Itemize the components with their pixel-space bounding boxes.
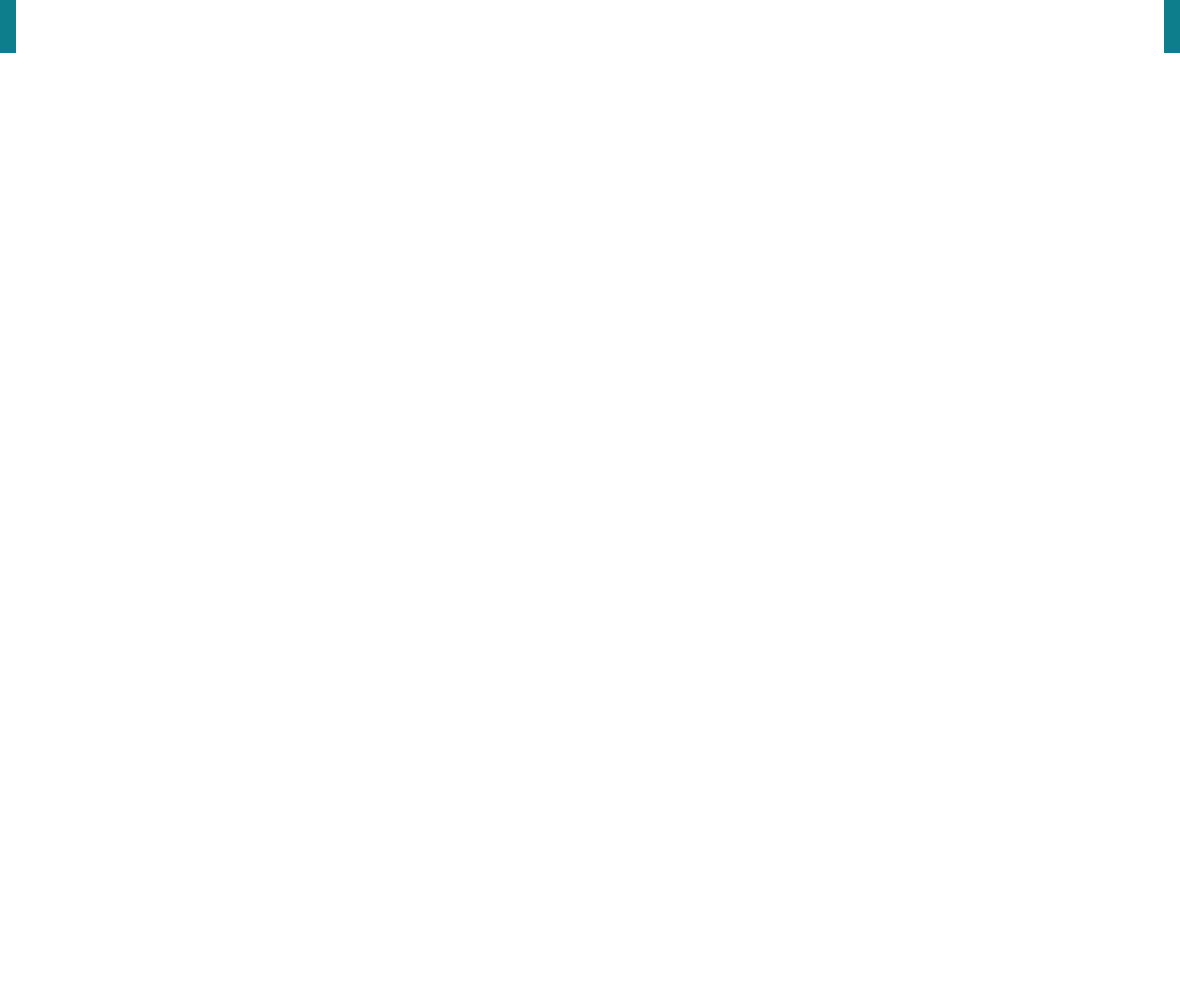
header-left-accent-bar (0, 0, 16, 53)
header-right-accent-bar (1164, 0, 1180, 53)
page-header (0, 0, 1180, 53)
